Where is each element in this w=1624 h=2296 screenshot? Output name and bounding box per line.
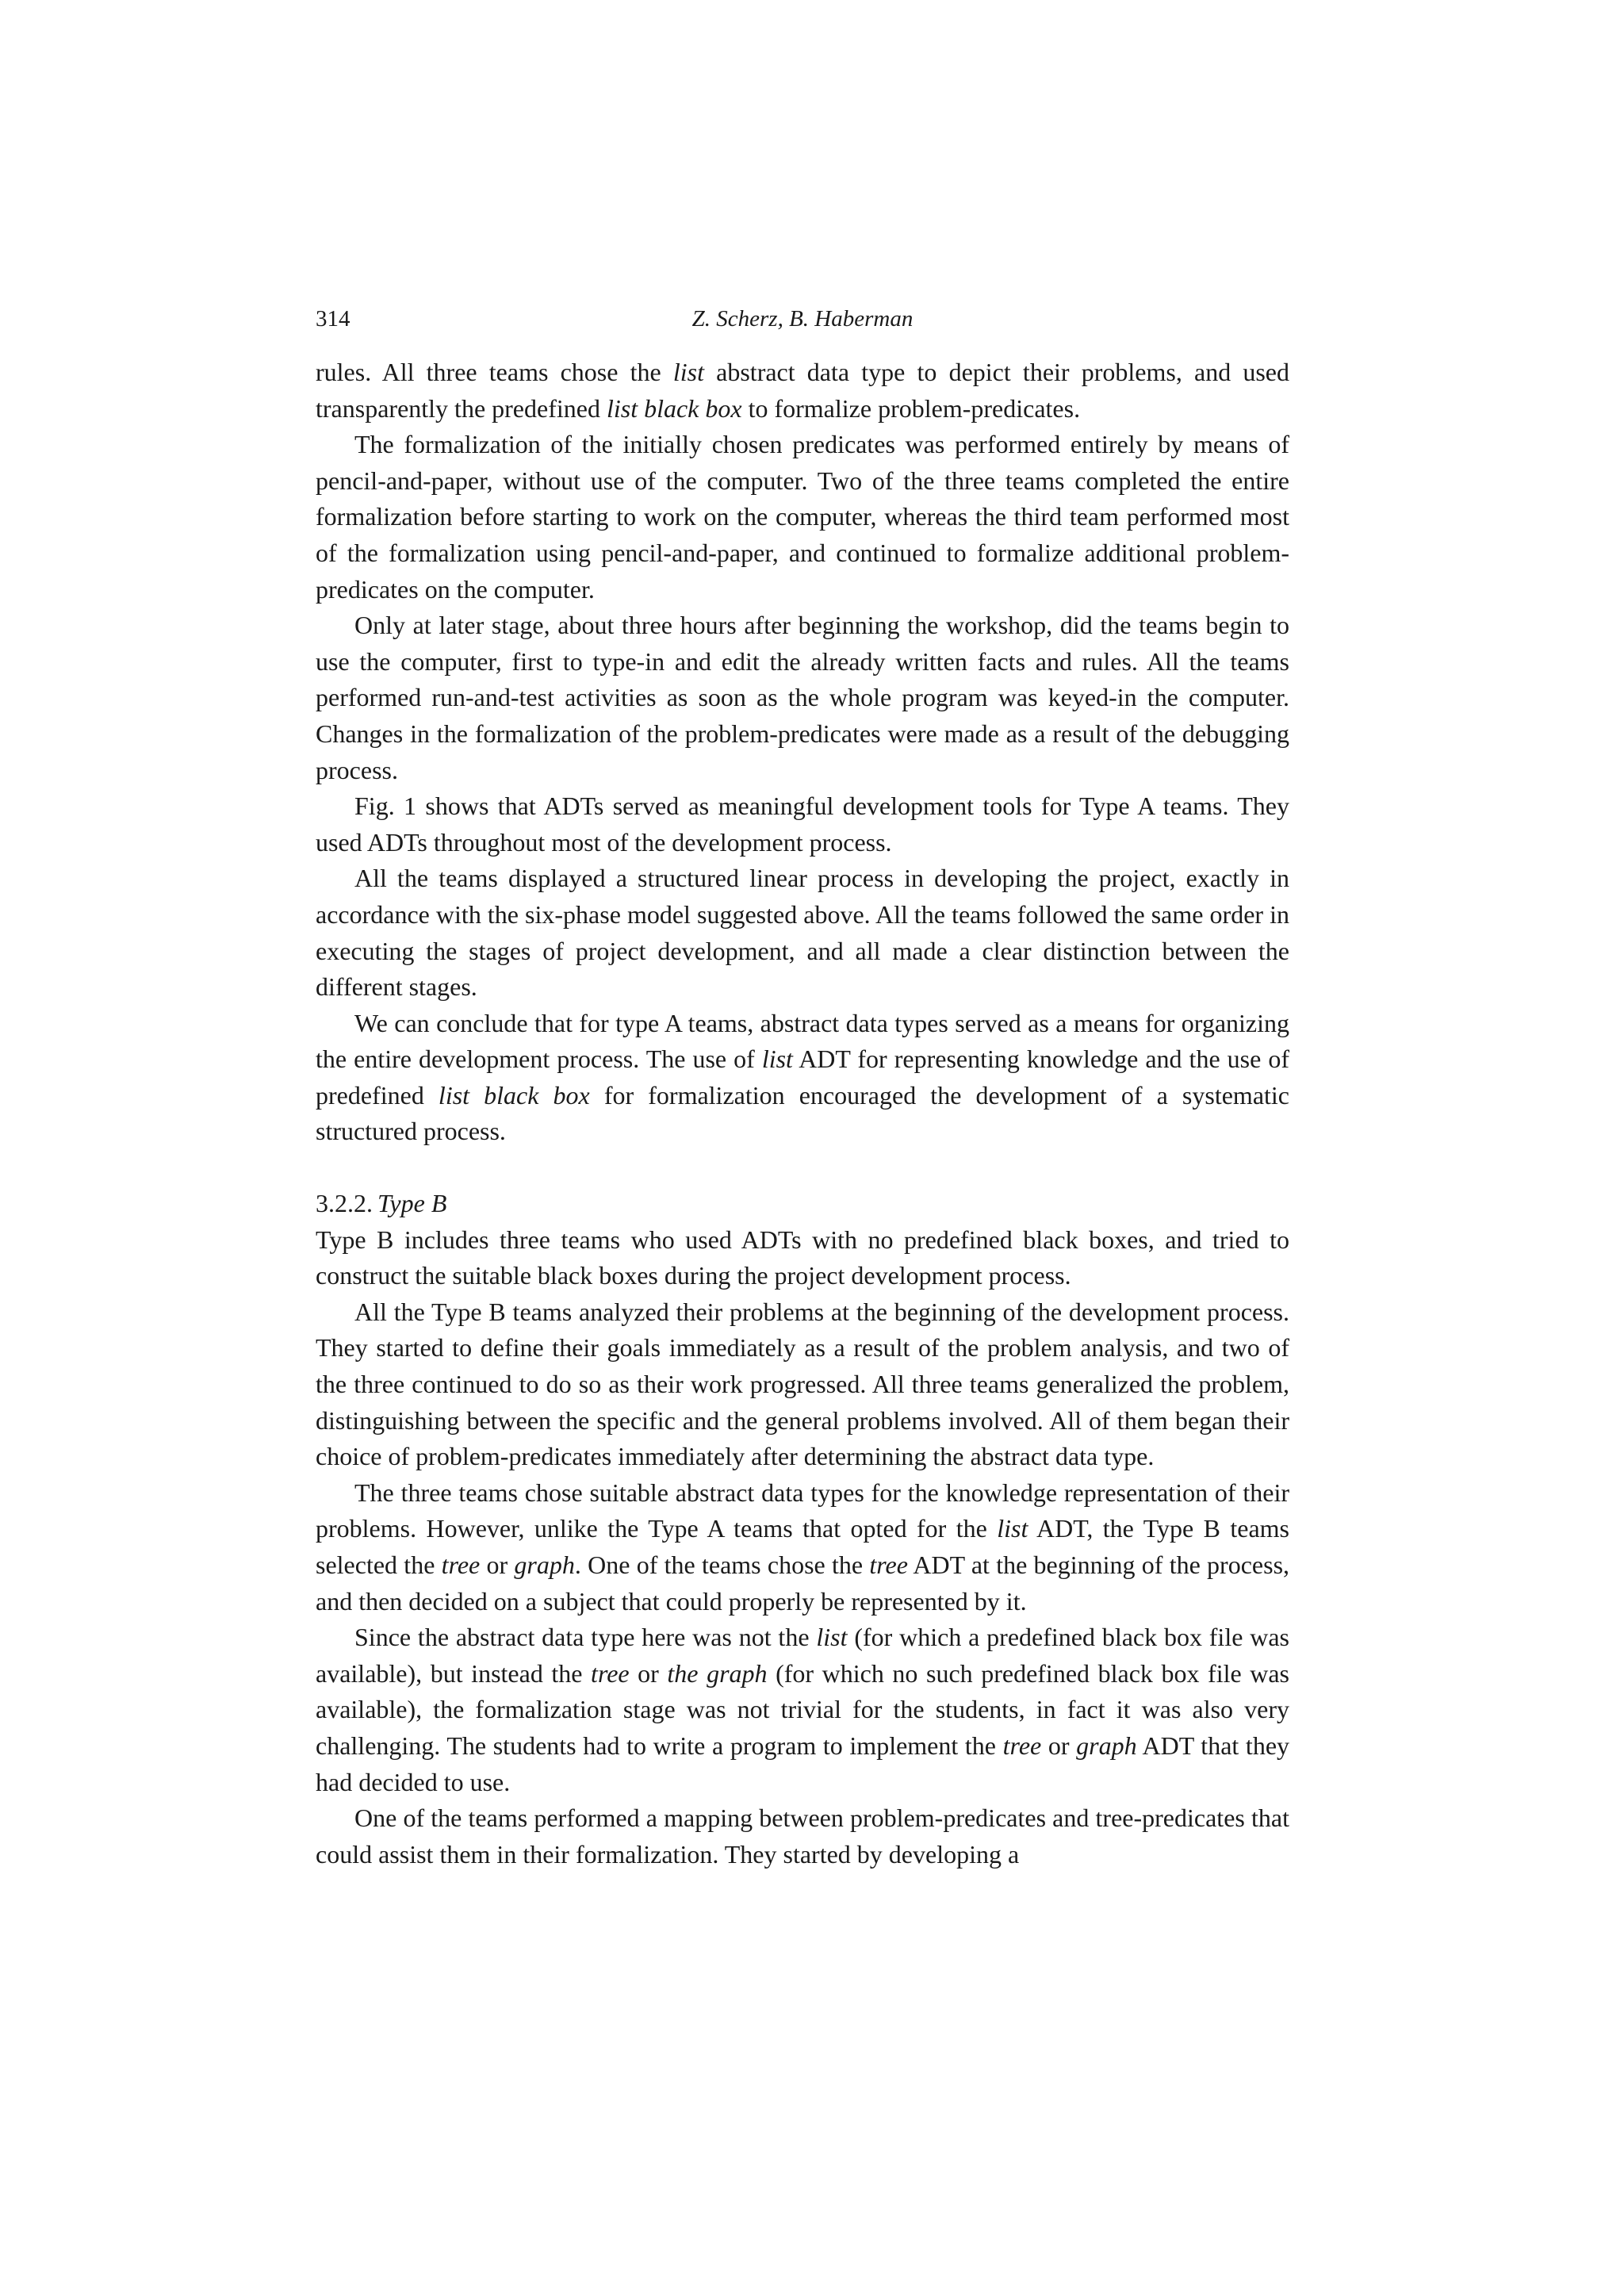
italic-term: tree xyxy=(441,1550,481,1579)
text-run: to formalize problem-predicates. xyxy=(741,393,1081,423)
text-run: We can conclude that for type A teams, abstract data types served as a means for organizing the entire development process. The use of xyxy=(316,1008,1289,1074)
page-number: 314 xyxy=(316,306,350,332)
paragraph: Only at later stage, about three hours after beginning the workshop, did the teams begin to use the computer, first to type-in and edit the already written facts and rules. All the teams performed run-and-test activities as soon as the whole program was keyed-in the computer. Changes in the formalization of the problem-predicates were made as a result of the debugging process. xyxy=(316,611,1289,784)
text-run: rules. All three teams chose the xyxy=(316,358,673,386)
running-head xyxy=(316,301,1289,337)
italic-term: tree xyxy=(1002,1731,1042,1760)
italic-term: list xyxy=(816,1623,848,1652)
text-run: ADT that they had decided to use. xyxy=(316,1731,1290,1796)
text-run: ADT, the Type B teams selected the xyxy=(316,1514,1290,1579)
text-run: (for which a predefined black box file was available), but instead the xyxy=(316,1623,1290,1688)
italic-term: list xyxy=(761,1045,793,1074)
paragraph: One of the teams performed a mapping between problem-predicates and tree-predicates that could assist them in their formalization. They started by developing a xyxy=(316,1803,1289,1869)
italic-term: the graph xyxy=(667,1658,768,1688)
text-run: or xyxy=(629,1658,668,1688)
running-head-authors: Z. Scherz, B. Haberman xyxy=(691,306,914,332)
paragraph xyxy=(316,355,1289,427)
text-run: abstract data type to depict their problems, and used transparently the predefined xyxy=(316,358,1290,423)
text-run: ADT at the beginning of the process, and then decided on a subject that could properly be represented by it. xyxy=(316,1550,1290,1616)
paragraph xyxy=(316,1006,1289,1150)
text-run: or xyxy=(1041,1731,1077,1760)
text-run: Since the abstract data type here was not the xyxy=(354,1623,817,1652)
text-run: (for which no such predefined black box file was available), the formalization stage was not trivial for the students, in fact it was also very challenging. The students had to write a program to implement the xyxy=(316,1658,1290,1760)
paragraph: Type B includes three teams who used ADTs with no predefined black boxes, and tried to construct the suitable black boxes during the project development process. xyxy=(316,1225,1289,1290)
italic-term: list xyxy=(672,358,704,386)
paragraph: All the Type B teams analyzed their problems at the beginning of the development process. They started to define their goals immediately as a result of the problem analysis, and two of the three continued to do so as their work progressed. All three teams generalized the problem, distinguishing between the specific and the general problems involved. All of them began their choice of problem-predicates immediately after determining the abstract data type. xyxy=(316,1297,1289,1471)
paragraph xyxy=(316,1475,1289,1619)
section-number: 3.2.2. xyxy=(316,1189,373,1218)
italic-term: list black box xyxy=(438,1080,590,1110)
text-run: or xyxy=(480,1550,515,1579)
italic-term: list black box xyxy=(606,393,742,423)
text-run: . One of the teams chose the xyxy=(574,1550,870,1579)
section-heading xyxy=(316,1186,1289,1222)
italic-term: list xyxy=(997,1514,1028,1543)
text-run: ADT for representing knowledge and the use of predefined xyxy=(316,1045,1290,1110)
paragraph: All the teams displayed a structured linear process in developing the project, exactly in accordance with the six-phase model suggested above. All the teams followed the same order in executing the stages of project development, and all made a clear distinction between the different stages. xyxy=(316,864,1289,1002)
text-run: for formalization encouraged the development of a systematic structured process. xyxy=(316,1080,1290,1146)
paragraph xyxy=(316,1619,1289,1800)
italic-term: graph xyxy=(1076,1731,1137,1760)
paragraph: The formalization of the initially chosen predicates was performed entirely by means of pencil-and-paper, without use of the computer. Two of the three teams completed the entire formalization before starting to work on the computer, whereas the third team performed most of the formalization using pencil-and-paper, and continued to formalize additional problem-predicates on the computer. xyxy=(316,430,1289,604)
italic-term: tree xyxy=(869,1550,908,1579)
text-run: The three teams chose suitable abstract data types for the knowledge representation of their problems. However, unlike the Type A teams that opted for the xyxy=(316,1478,1289,1543)
paragraph: Fig. 1 shows that ADTs served as meaningful development tools for Type A teams. They used ADTs throughout most of the development process. xyxy=(316,792,1289,857)
page xyxy=(316,301,1289,1872)
section-title: Type B xyxy=(377,1189,447,1218)
italic-term: graph xyxy=(514,1550,575,1579)
italic-term: tree xyxy=(591,1658,630,1688)
